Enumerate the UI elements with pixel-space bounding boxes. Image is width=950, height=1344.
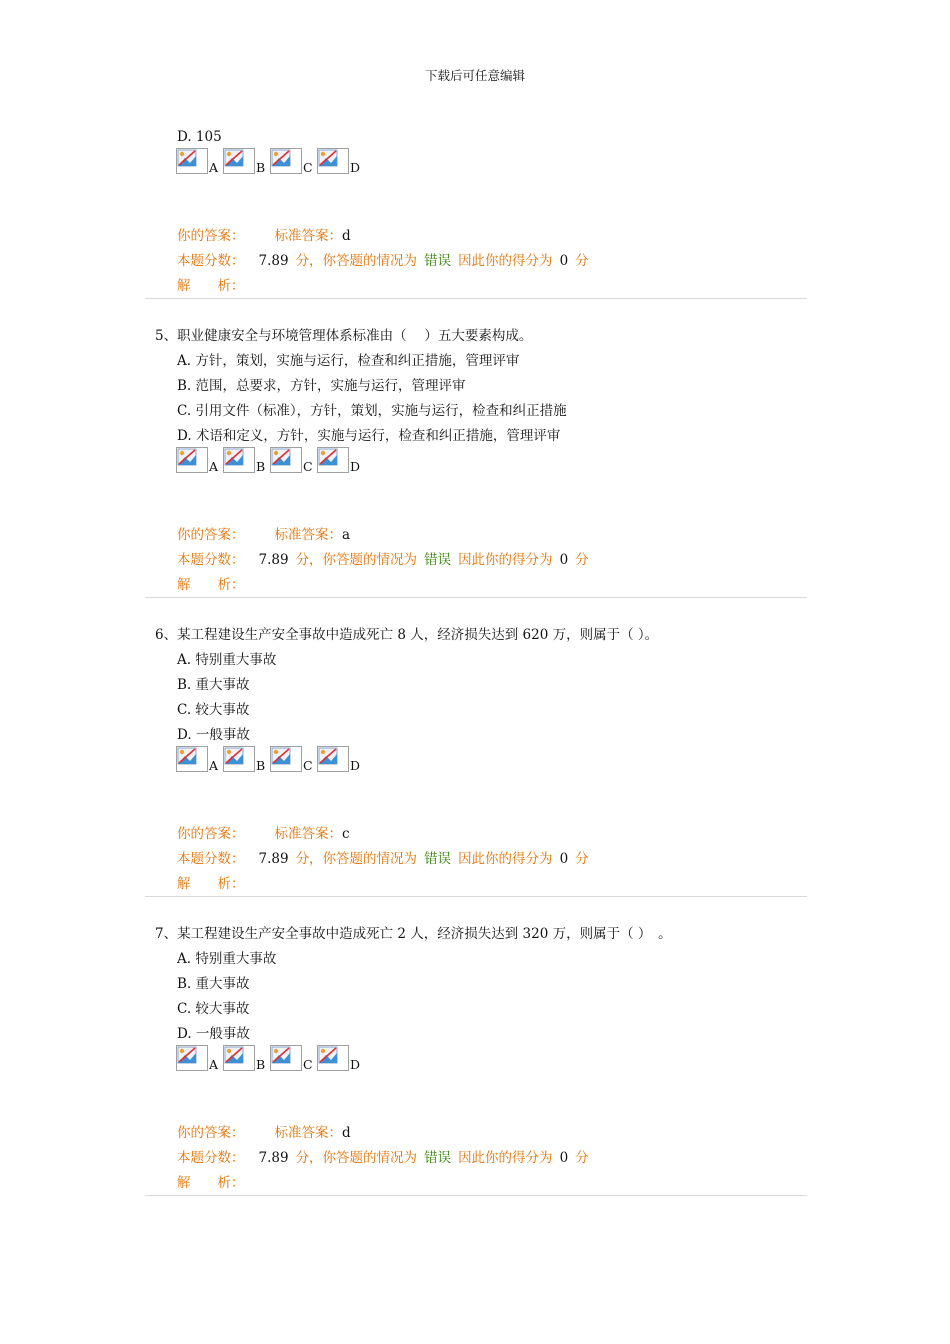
score-got: 0 [559,552,569,568]
choice-option[interactable] [176,1045,223,1073]
score-mid: 分，你答题的情况为 [295,1150,418,1166]
choice-label: C [303,1057,313,1072]
choice-option[interactable] [223,447,270,475]
option-c: C. 较大事故 [177,1001,250,1017]
score-unit: 分 [575,1150,589,1166]
answer-line [177,227,351,245]
score-got: 0 [559,253,569,269]
score-line [177,252,589,270]
score-mid: 分，你答题的情况为 [295,253,418,269]
choice-option[interactable] [176,148,223,176]
score-unit: 分 [575,552,589,568]
choice-option[interactable] [270,1045,317,1073]
result-text: 错误 [424,1150,452,1166]
choice-option[interactable] [317,1045,364,1073]
score-line [177,1149,589,1167]
score-line [177,551,589,569]
choice-option[interactable] [317,746,364,774]
choice-label: A [209,160,219,175]
score-label: 本题分数： [177,851,245,867]
page-header: 下载后可任意编辑 [424,68,525,83]
score-label: 本题分数： [177,253,245,269]
choice-label: C [303,160,313,175]
choice-label: B [256,758,266,773]
choice-label: B [256,459,266,474]
score-got: 0 [559,851,569,867]
your-answer-label: 你的答案： [177,826,245,842]
standard-answer-value: d [342,228,351,244]
question-stem: 5、职业健康安全与环境管理体系标准由（ ）五大要素构成。 [155,328,533,344]
question-stem: 6、某工程建设生产安全事故中造成死亡 8 人，经济损失达到 620 万，则属于（ ）。 [155,627,659,643]
score-tail: 因此你的得分为 [458,1150,553,1166]
score-value: 7.89 [258,851,289,867]
divider [145,597,807,598]
score-label: 本题分数： [177,552,245,568]
score-tail: 因此你的得分为 [458,552,553,568]
answer-line [177,825,350,843]
choice-option[interactable] [223,1045,270,1073]
option-a: A. 特别重大事故 [177,652,277,668]
your-answer-label: 你的答案： [177,228,245,244]
option-d: D. 一般事故 [177,727,250,743]
standard-answer-value: d [342,1125,351,1141]
choice-label: D [350,1057,361,1072]
choice-label: B [256,1057,266,1072]
divider [145,298,807,299]
analysis-label: 解 析： [177,577,245,593]
result-text: 错误 [424,552,452,568]
option-b: B. 重大事故 [177,976,250,992]
choice-row [176,148,364,178]
choice-row [176,1045,364,1075]
choice-option[interactable] [176,447,223,475]
standard-answer-value: c [342,826,350,842]
score-mid: 分，你答题的情况为 [295,851,418,867]
question-stem: 7、某工程建设生产安全事故中造成死亡 2 人，经济损失达到 320 万，则属于（ ） 。 [155,926,672,942]
standard-answer-label: 标准答案： [274,228,342,244]
result-text: 错误 [424,851,452,867]
score-value: 7.89 [258,1150,289,1166]
option-d: D. 术语和定义，方针，实施与运行，检查和纠正措施，管理评审 [177,428,561,444]
answer-line [177,1124,351,1142]
choice-label: C [303,758,313,773]
choice-option[interactable] [223,746,270,774]
score-value: 7.89 [258,253,289,269]
standard-answer-label: 标准答案： [274,1125,342,1141]
divider [145,1195,807,1196]
option-c: C. 较大事故 [177,702,250,718]
score-line [177,850,589,868]
score-tail: 因此你的得分为 [458,253,553,269]
score-label: 本题分数： [177,1150,245,1166]
answer-line [177,526,350,544]
choice-option[interactable] [270,746,317,774]
choice-label: D [350,160,361,175]
choice-label: D [350,758,361,773]
choice-option[interactable] [317,447,364,475]
result-text: 错误 [424,253,452,269]
choice-label: C [303,459,313,474]
choice-label: A [209,1057,219,1072]
analysis-label: 解 析： [177,278,245,294]
analysis-label: 解 析： [177,876,245,892]
option-a: A. 特别重大事故 [177,951,277,967]
divider [145,896,807,897]
score-unit: 分 [575,851,589,867]
choice-label: A [209,758,219,773]
option-b: B. 重大事故 [177,677,250,693]
option-d: D. 一般事故 [177,1026,250,1042]
score-tail: 因此你的得分为 [458,851,553,867]
standard-answer-label: 标准答案： [274,826,342,842]
option-c: C. 引用文件（标准），方针，策划，实施与运行，检查和纠正措施 [177,403,567,419]
your-answer-label: 你的答案： [177,1125,245,1141]
score-unit: 分 [575,253,589,269]
choice-option[interactable] [270,148,317,176]
choice-option[interactable] [223,148,270,176]
standard-answer-value: a [342,527,351,543]
score-got: 0 [559,1150,569,1166]
standard-answer-label: 标准答案： [274,527,342,543]
analysis-label: 解 析： [177,1175,245,1191]
choice-label: A [209,459,219,474]
option-b: B. 范围，总要求，方针，实施与运行，管理评审 [177,378,466,394]
choice-label: B [256,160,266,175]
choice-option[interactable] [270,447,317,475]
choice-label: D [350,459,361,474]
choice-row [176,746,364,776]
choice-option[interactable] [176,746,223,774]
choice-row [176,447,364,477]
score-mid: 分，你答题的情况为 [295,552,418,568]
choice-option[interactable] [317,148,364,176]
option-a: A. 方针，策划，实施与运行，检查和纠正措施，管理评审 [177,353,520,369]
your-answer-label: 你的答案： [177,527,245,543]
score-value: 7.89 [258,552,289,568]
option-d: D. 105 [177,129,222,145]
